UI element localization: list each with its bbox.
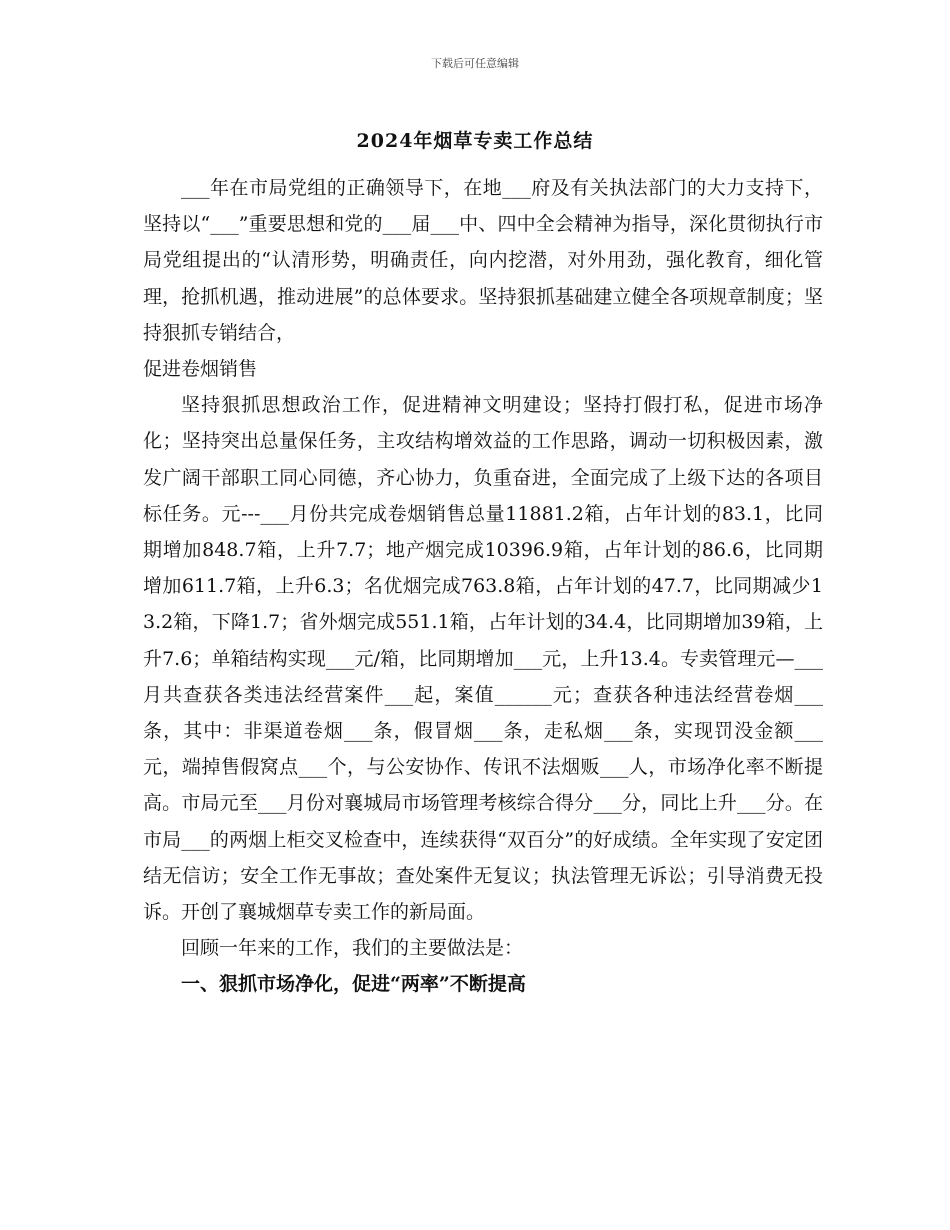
document-body <box>143 170 823 1003</box>
paragraph-intro: ___年在市局党组的正确领导下，在地___府及有关执法部门的大力支持下，坚持以“___”重要思想和党的___届___中、四中全会精神为指导，深化贯彻执行市局党组提出的“认清形势，明确责任，向内挖潜，对外用劲，强化教育，细化管理，抢抓机遇，推动进展”的总体要求。坚持狠抓基础建立健全各项规章制度；坚持狠抓专销结合， <box>143 177 823 344</box>
paragraph-achievements: 坚持狠抓思想政治工作，促进精神文明建设；坚持打假打私，促进市场净化；坚持突出总量保任务，主攻结构增效益的工作思路，调动一切积极因素，激发广阔干部职工同心同德，齐心协力，负重奋进，全面完成了上级下达的各项目标任务。元---___月份共完成卷烟销售总量11881.2箱，占年计划的83.1，比同期增加848.7箱，上升7.7；地产烟完成10396.9箱，占年计划的86.6，比同期增加611.7箱，上升6.3；名优烟完成763.8箱，占年计划的47.7，比同期减少13.2箱，下降1.7；省外烟完成551.1箱，占年计划的34.4，比同期增加39箱，上升7.6；单箱结构实现___元/箱，比同期增加___元，上升13.4。专卖管理元—___月共查获各类违法经营案件___起，案值______元；查获各种违法经营卷烟___条，其中：非渠道卷烟___条，假冒烟___条，走私烟___条，实现罚没金额___元，端掉售假窝点___个，与公安协作、传讯不法烟贩___人，市场净化率不断提高。市局元至___月份对襄城局市场管理考核综合得分___分，同比上升___分。在市局___的两烟上柜交叉检查中，连续获得“双百分”的好成绩。全年实现了安定团结无信访；安全工作无事故；查处案件无复议；执法管理无诉讼；引导消费无投诉。开创了襄城烟草专卖工作的新局面。 <box>143 394 823 924</box>
document-title: 2024年烟草专卖工作总结 <box>356 130 594 152</box>
page-header-note: 下载后可任意编辑 <box>431 57 519 70</box>
section-heading-1: 一、狠抓市场净化，促进“两率”不断提高 <box>181 973 526 996</box>
paragraph-review: 回顾一年来的工作，我们的主要做法是： <box>181 937 524 960</box>
paragraph-continuation: 促进卷烟销售 <box>143 358 258 381</box>
